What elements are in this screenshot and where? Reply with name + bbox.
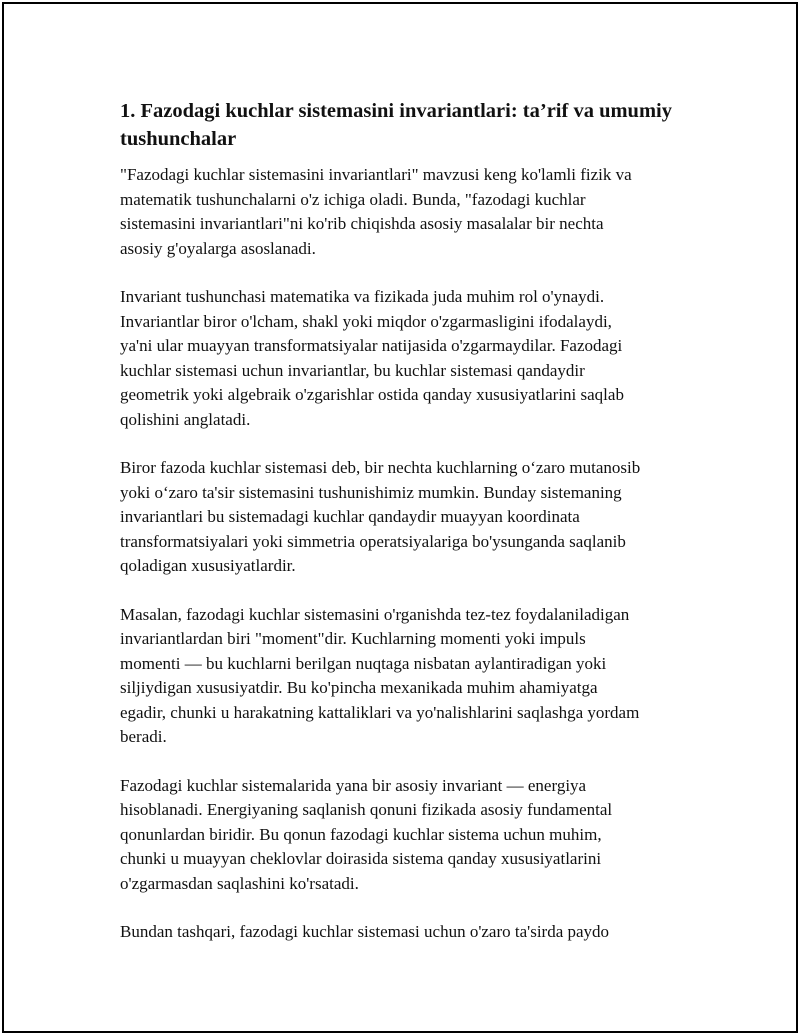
paragraph-invariant-concept: Invariant tushunchasi matematika va fizikada juda muhim rol o'ynaydi. Invariantlar biror o'lcham, shakl yoki miqdor o'zgarmasligini ifodalaydi, ya'ni ular muayyan transformatsiyalar natijasida o'zgarmaydilar. Fazodagi kuchlar sistemasi uchun invariantlar, bu kuchlar sistemasi qandaydir geometrik yoki algebraik o'zgarishlar ostida qanday xususiyatlarini saqlab qolishini anglatadi. xyxy=(120,287,624,429)
page-border xyxy=(2,2,798,1033)
paragraph-energy: Fazodagi kuchlar sistemalarida yana bir asosiy invariant — energiya hisoblanadi. Energiyaning saqlanish qonuni fizikada asosiy fundamental qonunlardan biridir. Bu qonun fazodagi kuchlar sistema uchun muhim, chunki u muayyan cheklovlar doirasida sistema qanday xususiyatlarini o'zgarmasdan saqlashini ko'rsatadi. xyxy=(120,775,613,893)
paragraph-intro: "Fazodagi kuchlar sistemasini invariantlari" mavzusi keng ko'lamli fizik va matematik tushunchalarni o'z ichiga oladi. Bunda, "fazodagi kuchlar sistemasini invariantlari"ni ko'rib chiqishda asosiy masalalar bir nechta asosiy g'oyalarga asoslanadi. xyxy=(120,165,632,258)
paragraph-moment: Masalan, fazodagi kuchlar sistemasini o'rganishda tez-tez foydalaniladigan invariantlardan biri "moment"dir. Kuchlarning momenti yoki impuls momenti — bu kuchlarni berilgan nuqtaga nisbatan aylantiradigan yoki siljiydigan xususiyatdir. Bu ko'pincha mexanikada muhim ahamiyatga egadir, chunki u harakatning kattaliklari va yo'nalishlarini saqlashga yordam beradi. xyxy=(120,604,640,746)
section-heading: 1. Fazodagi kuchlar sistemasini invariantlari: ta’rif va umumiy tushunchalar xyxy=(120,100,672,150)
document-body xyxy=(120,97,700,969)
paragraph-continuation: Bundan tashqari, fazodagi kuchlar sistemasi uchun o'zaro ta'sirda paydo xyxy=(120,922,610,941)
paragraph-force-system: Biror fazoda kuchlar sistemasi deb, bir nechta kuchlarning o‘zaro mutanosib yoki o‘zaro ta'sir sistemasini tushunishimiz mumkin. Bunday sistemaning invariantlari bu sistemadagi kuchlar qandaydir muayyan koordinata transformatsiyalari yoki simmetria operatsiyalariga bo'ysunganda saqlanib qoladigan xususiyatlardir. xyxy=(120,458,641,575)
